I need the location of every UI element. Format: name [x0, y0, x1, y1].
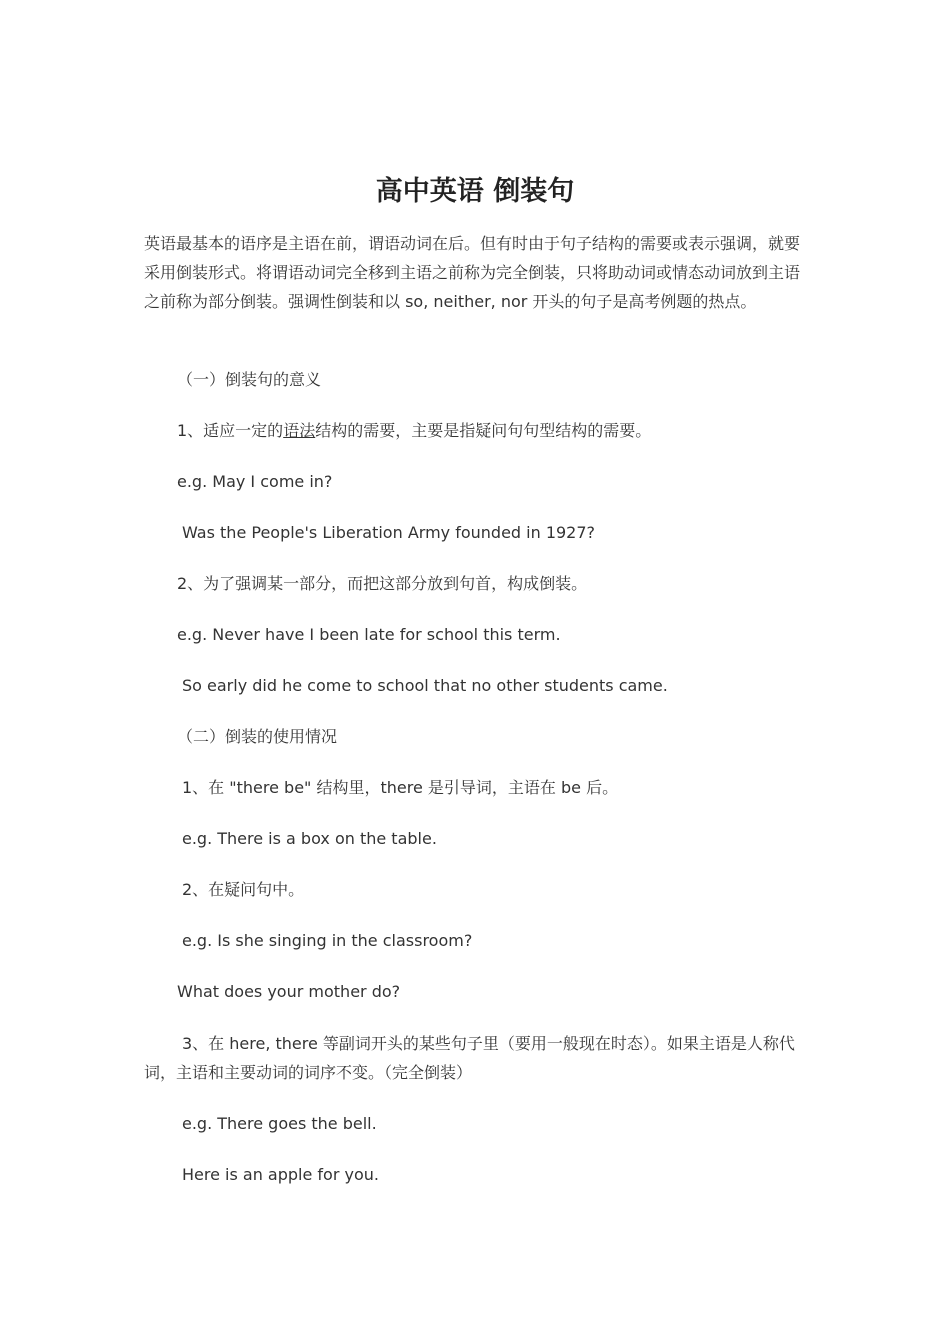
grammar-link[interactable]: 语法	[283, 421, 316, 440]
case-2: 2、在疑问句中。	[182, 880, 305, 899]
item-1-text-after: 结构的需要，主要是指疑问句句型结构的需要。	[315, 421, 652, 440]
example-2b: So early did he come to school that no other students came.	[182, 676, 668, 695]
example-2a: e.g. Never have I been late for school this term.	[177, 625, 561, 644]
item-1	[177, 420, 651, 442]
item-2: 2、为了强调某一部分，而把这部分放到句首，构成倒装。	[177, 574, 588, 593]
case-1: 1、在 "there be" 结构里，there 是引导词，主语在 be 后。	[182, 778, 619, 797]
case-2-example-a: e.g. Is she singing in the classroom?	[182, 931, 473, 950]
example-1b: Was the People's Liberation Army founded in 1927?	[182, 523, 596, 542]
case-1-example: e.g. There is a box on the table.	[182, 829, 437, 848]
item-1-text-before: 1、适应一定的	[177, 421, 284, 440]
document-title: 高中英语 倒装句	[375, 176, 575, 207]
case-2-example-b: What does your mother do?	[177, 982, 401, 1001]
case-3-example-b: Here is an apple for you.	[182, 1165, 379, 1184]
case-3: 3、在 here, there 等副词开头的某些句子里（要用一般现在时态）。如果主语是人称代词，主语和主要动词的词序不变。（完全倒装）	[144, 1034, 795, 1082]
section-heading-meaning: （一）倒装句的意义	[177, 370, 322, 389]
example-1a: e.g. May I come in?	[177, 472, 333, 491]
intro-paragraph: 英语最基本的语序是主语在前，谓语动词在后。但有时由于句子结构的需要或表示强调，就要采用倒装形式。将谓语动词完全移到主语之前称为完全倒装，只将助动词或情态动词放到主语之前称为部分倒装。强调性倒装和以 so, neither, nor 开头的句子是高考例题的热点。	[144, 234, 801, 311]
case-3-example-a: e.g. There goes the bell.	[182, 1114, 377, 1133]
section-heading-usage: （二）倒装的使用情况	[177, 727, 338, 746]
